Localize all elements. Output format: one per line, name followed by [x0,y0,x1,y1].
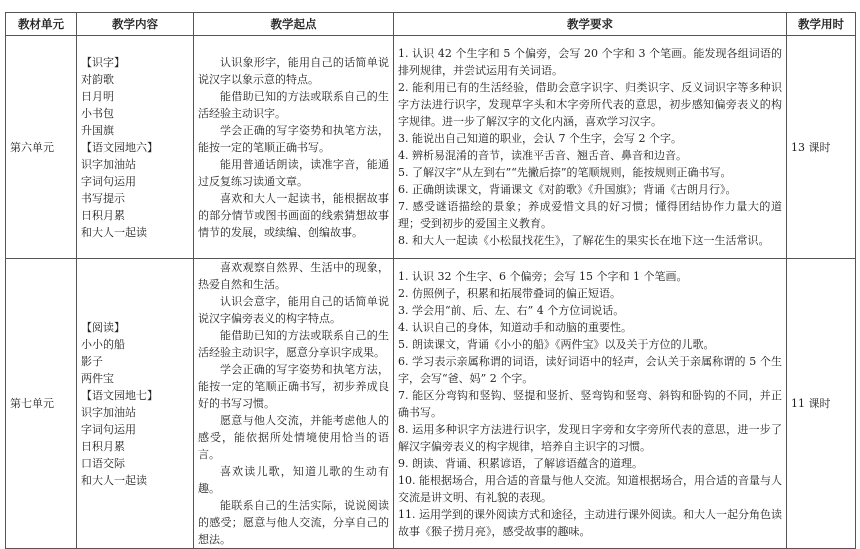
requirement-item: 9. 朗读、背诵、积累谚语，了解谚语蕴含的道理。 [398,456,643,470]
requirement-item: 10. 能根据场合，用合适的音量与他人交流。知道根据场合，用合适的音量与人交流是讲文明、有礼貌的表现。 [398,473,782,504]
list-item: 日月明 [81,89,114,103]
hours-cell: 11 课时 [787,259,856,549]
starting-point-paragraph: 能联系自己的生活实际，说说阅读的感受；愿意与他人交流，分享自己的想法。 [198,499,389,546]
requirement-item: 1. 认识 42 个生字和 5 个偏旁，会写 20 个字和 3 个笔画。能发现各组词语的排列规律，并尝试运用有关词语。 [398,47,782,77]
lesson-plan-table [5,12,856,549]
unit-name-cell: 第七单元 [6,259,77,549]
header-requirements: 教学要求 [394,13,787,36]
content-list-cell [77,36,194,259]
header-hours: 教学用时 [787,13,856,36]
requirement-item: 2. 仿照例子，积累和拓展带叠词的偏正短语。 [398,286,621,300]
table-row-unit-7 [6,259,856,549]
list-item: 【阅读】 [81,320,125,334]
list-item: 字词句运用 [81,422,136,436]
requirement-item: 8. 运用多种识字方法进行识字，发现日字旁和女字旁所代表的意思，进一步了解汉字偏旁表义的构字规律，培养自主识字的习惯。 [398,422,782,453]
hours-cell: 13 课时 [787,36,856,259]
list-item: 日积月累 [81,439,125,453]
requirement-item: 5. 了解汉字“从左到右”“先撇后捺”的笔顺规则，能按规则正确书写。 [398,166,732,179]
requirement-item: 8. 和大人一起读《小松鼠找花生》，了解花生的果实长在地下这一生活常识。 [398,234,770,247]
requirements-cell [394,259,787,549]
starting-point-paragraph: 学会正确的写字姿势和执笔方法，能按一定的笔顺正确书写，初步养成良好的书写习惯。 [198,363,389,410]
starting-point-paragraph: 喜欢和大人一起读书，能根据故事的部分情节或图书画面的线索猜想故事情节的发展，或续编、创编故事。 [198,191,389,239]
starting-point-paragraph: 喜欢读儿歌，知道儿歌的生动有趣。 [198,465,389,495]
requirement-item: 7. 能区分弯钩和竖钩、竖提和竖折、竖弯钩和竖弯、斜钩和卧钩的不同，并正确书写。 [398,388,782,419]
requirement-item: 6. 正确朗读课文，背诵课文《对韵歌》《升国旗》；背诵《古朗月行》。 [398,183,737,196]
requirement-item: 3. 能说出自己知道的职业，会认 7 个生字，会写 2 个字。 [398,132,682,145]
list-item: 识字加油站 [81,405,136,419]
list-item: 【语文园地七】 [81,388,158,402]
table-row-unit-6 [6,36,856,259]
list-item: 两件宝 [81,371,114,385]
starting-point-cell [194,259,394,549]
starting-point-paragraph: 认识象形字，能用自己的话简单说说汉字以象示意的特点。 [198,55,389,86]
header-starting-point: 教学起点 [194,13,394,36]
requirement-item: 1. 认识 32 个生字、6 个偏旁；会写 15 个字和 1 个笔画。 [398,269,688,283]
unit-name-cell: 第六单元 [6,36,77,259]
requirement-item: 5. 朗读课文，背诵《小小的船》《两件宝》以及关于方位的儿歌。 [398,337,715,351]
starting-point-paragraph: 能用普通话朗读，读准字音，能通过反复练习读通文章。 [198,157,389,188]
list-item: 书写提示 [81,191,125,205]
requirement-item: 6. 学习表示亲属称谓的词语，读好词语中的轻声，会认关于亲属称谓的 5 个生字，会写“爸、妈” 2 个字。 [398,354,782,385]
list-item: 小小的船 [81,337,125,351]
list-item: 和大人一起读 [81,225,147,239]
list-item: 口语交际 [81,456,125,470]
starting-point-cell [194,36,394,259]
starting-point-paragraph: 能借助已知的方法或联系自己的生活经验主动识字，愿意分享识字成果。 [198,329,389,359]
starting-point-paragraph: 学会正确的写字姿势和执笔方法，能按一定的笔顺正确书写。 [198,123,389,154]
header-unit: 教材单元 [6,13,77,36]
header-content: 教学内容 [77,13,194,36]
starting-point-paragraph: 喜欢观察自然界、生活中的现象，热爱自然和生活。 [198,261,389,291]
list-item: 【语文园地六】 [81,140,158,154]
starting-point-paragraph: 能借助已知的方法或联系自己的生活经验主动识字。 [198,89,389,120]
requirement-item: 11. 运用学到的课外阅读方式和途径，主动进行课外阅读。和大人一起分角色读故事《猴子捞月亮》，感受故事的趣味。 [398,507,782,538]
starting-point-paragraph: 认识会意字，能用自己的话简单说说汉字偏旁表义的构字特点。 [198,295,389,325]
content-list-cell [77,259,194,549]
requirement-item: 3. 学会用“前、后、左、右” 4 个方位词说话。 [398,303,625,317]
requirement-item: 4. 认识自己的身体，知道动手和动脑的重要性。 [398,320,632,334]
requirements-cell [394,36,787,259]
header-row [6,13,856,36]
list-item: 升国旗 [81,123,114,137]
requirement-item: 7. 感受谜语描绘的景象；养成爱惜文具的好习惯；懂得团结协作力量大的道理；受到初步的爱国主义教育。 [398,200,782,230]
list-item: 【识字】 [81,55,125,69]
list-item: 对韵歌 [81,72,114,86]
list-item: 影子 [81,354,103,368]
requirement-item: 2. 能利用已有的生活经验，借助会意字识字、归类识字、反义词识字等多种识字方法进行识字，发现草字头和木字旁所代表的意思，初步感知偏旁表义的构字规律。进一步了解汉字的文化内涵，喜欢学习汉字。 [398,81,782,128]
requirement-item: 4. 辨析易混淆的音节，读准平舌音、翘舌音、鼻音和边音。 [398,149,687,162]
starting-point-paragraph: 愿意与他人交流，并能考虑他人的感受，能依据所处情境使用恰当的语言。 [198,414,389,461]
list-item: 小书包 [81,106,114,120]
list-item: 识字加油站 [81,157,136,171]
list-item: 和大人一起读 [81,473,147,487]
list-item: 日积月累 [81,208,125,222]
list-item: 字词句运用 [81,174,136,188]
